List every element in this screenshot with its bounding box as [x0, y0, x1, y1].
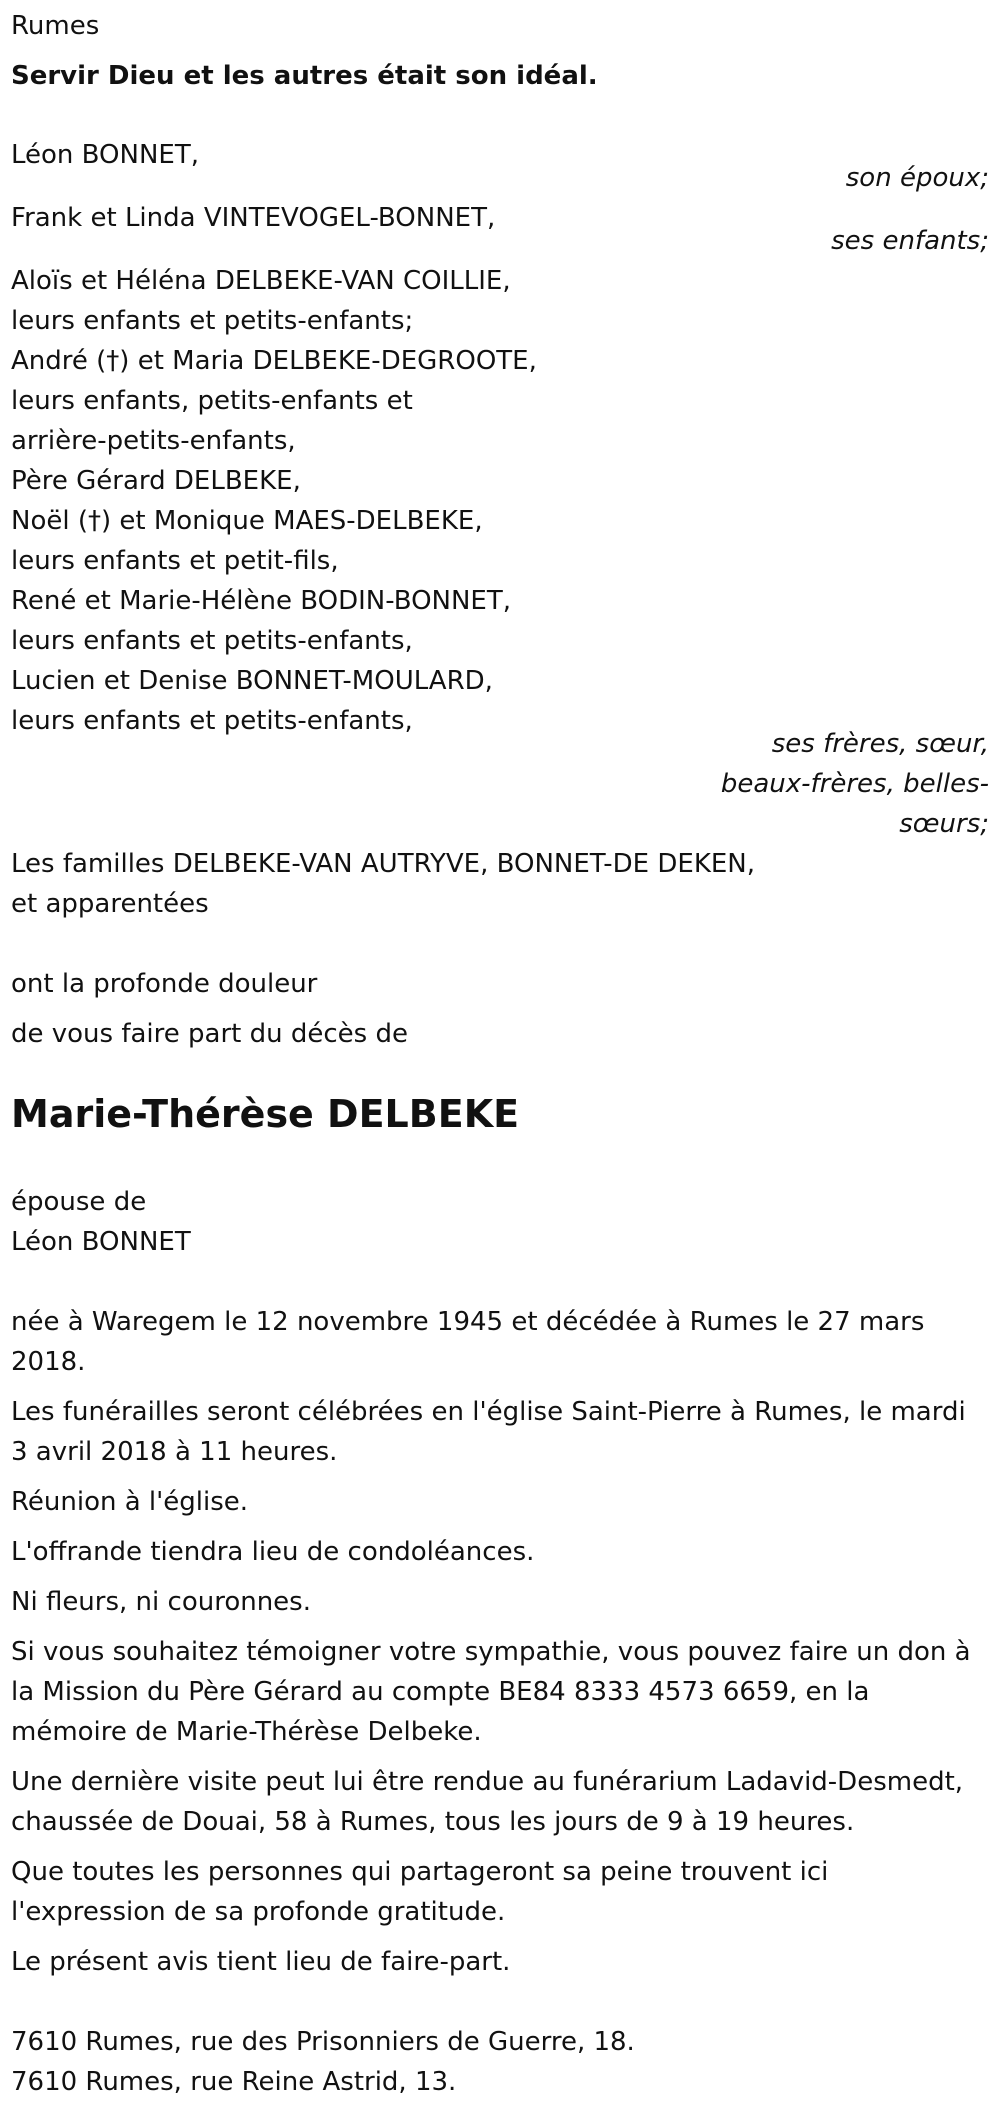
children-name: Frank et Linda VINTEVOGEL-BONNET, — [11, 203, 496, 233]
birth-death-line: 2018. — [11, 1347, 86, 1377]
announcement-line: de vous faire part du décès de — [11, 1019, 408, 1049]
sibling-line: Noël (†) et Monique MAES-DELBEKE, — [11, 506, 483, 536]
siblings-role-line: sœurs; — [899, 809, 989, 839]
donation-line: la Mission du Père Gérard au compte BE84 8333 4573 6659, en la — [11, 1677, 870, 1707]
families-line: Les familles DELBEKE-VAN AUTRYVE, BONNET-DE DEKEN, — [11, 849, 756, 879]
offrande-text: L'offrande tiendra lieu de condoléances. — [11, 1537, 535, 1567]
gratitude-line: Que toutes les personnes qui partageront sa peine trouvent ici — [11, 1857, 829, 1887]
reunion-text: Réunion à l'église. — [11, 1487, 249, 1517]
sibling-line: leurs enfants et petits-enfants, — [11, 706, 413, 736]
spouse-name: Léon BONNET, — [11, 140, 199, 170]
address-line: 7610 Rumes, rue des Prisonniers de Guerre, 18. — [11, 2027, 635, 2057]
children-role: ses enfants; — [831, 226, 989, 256]
donation-line: mémoire de Marie-Thérèse Delbeke. — [11, 1717, 482, 1747]
place-heading: Rumes — [11, 11, 100, 41]
address-line: 7610 Rumes, rue Reine Astrid, 13. — [11, 2067, 457, 2097]
spouse-role: son époux; — [845, 163, 989, 193]
sibling-line: leurs enfants et petits-enfants; — [11, 306, 414, 336]
funeral-line: 3 avril 2018 à 11 heures. — [11, 1437, 338, 1467]
epouse-line: Léon BONNET — [11, 1227, 191, 1257]
donation-line: Si vous souhaitez témoigner votre sympathie, vous pouvez faire un don à — [11, 1637, 971, 1667]
siblings-role-line: beaux-frères, belles- — [720, 769, 989, 799]
sibling-line: René et Marie-Hélène BODIN-BONNET, — [11, 586, 512, 616]
sibling-line: Lucien et Denise BONNET-MOULARD, — [11, 666, 493, 696]
sibling-line: leurs enfants et petit-fils, — [11, 546, 339, 576]
visit-line: Une dernière visite peut lui être rendue au funérarium Ladavid-Desmedt, — [11, 1767, 964, 1797]
announcement-line: ont la profonde douleur — [11, 969, 318, 999]
siblings-role-line: ses frères, sœur, — [771, 729, 989, 759]
epouse-line: épouse de — [11, 1187, 147, 1217]
sibling-line: Aloïs et Héléna DELBEKE-VAN COILLIE, — [11, 266, 511, 296]
motto: Servir Dieu et les autres était son idéal. — [11, 61, 598, 91]
deceased-name: Marie-Thérèse DELBEKE — [11, 1092, 520, 1136]
families-line: et apparentées — [11, 889, 209, 919]
sibling-line: Père Gérard DELBEKE, — [11, 466, 301, 496]
gratitude-line: l'expression de sa profonde gratitude. — [11, 1897, 506, 1927]
sibling-line: André (†) et Maria DELBEKE-DEGROOTE, — [11, 346, 537, 376]
birth-death-line: née à Waregem le 12 novembre 1945 et décédée à Rumes le 27 mars — [11, 1307, 925, 1337]
sibling-line: leurs enfants et petits-enfants, — [11, 626, 413, 656]
visit-line: chaussée de Douai, 58 à Rumes, tous les jours de 9 à 19 heures. — [11, 1807, 855, 1837]
avis-text: Le présent avis tient lieu de faire-part. — [11, 1947, 511, 1977]
sibling-line: arrière-petits-enfants, — [11, 426, 296, 456]
sibling-line: leurs enfants, petits-enfants et — [11, 386, 413, 416]
fleurs-text: Ni fleurs, ni couronnes. — [11, 1587, 311, 1617]
funeral-line: Les funérailles seront célébrées en l'église Saint-Pierre à Rumes, le mardi — [11, 1397, 966, 1427]
